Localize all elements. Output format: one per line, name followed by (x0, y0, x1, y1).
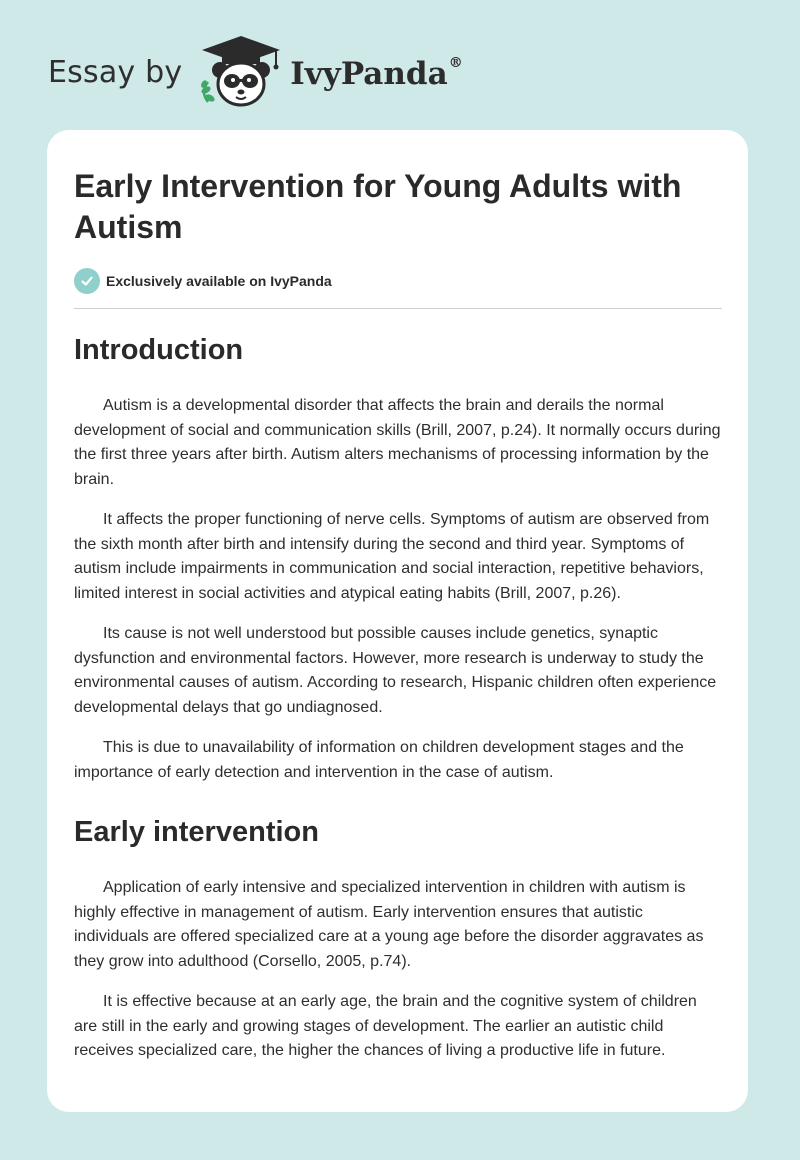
panda-logo-icon[interactable] (196, 34, 286, 110)
paragraph: Application of early intensive and specialized intervention in children with autism is highly effective in management of autism. Early intervention ensures that autistic individuals are offered specialized care at a young age before the disorder aggravates as they grow into adulthood (Corsello, 2005, p.74). (74, 879, 704, 970)
paragraph: It affects the proper functioning of nerve cells. Symptoms of autism are observed from the sixth month after birth and intensify during the second and third year. Symptoms of autism include impairments in communication and social interaction, repetitive behaviors, limited interest in social activities and atypical eating habits (Brill, 2007, p.26). (74, 511, 710, 602)
check-icon (74, 268, 100, 294)
paragraph: This is due to unavailability of information on children development stages and the importance of early detection and intervention in the case of autism. (74, 739, 684, 781)
paragraph: Autism is a developmental disorder that affects the brain and derails the normal development of social and communication skills (Brill, 2007, p.24). It normally occurs during the first three years after birth. Autism alters mechanisms of processing information by the brain. (74, 397, 721, 488)
paragraph: Its cause is not well understood but possible causes include genetics, synaptic dysfunction and environmental factors. However, more research is underway to study the environmental causes of autism. According to research, Hispanic children often experience developmental delays that go undiagnosed. (74, 625, 717, 716)
section-heading-early-intervention: Early intervention (74, 816, 319, 848)
site-header (48, 34, 463, 110)
essay-by-label: Essay by (48, 54, 183, 90)
exclusive-badge (74, 268, 722, 294)
section-heading-introduction: Introduction (74, 334, 244, 366)
essay-card (47, 130, 748, 1112)
page-title: Early Intervention for Young Adults with Autism (74, 168, 682, 245)
brand-name[interactable]: IvyPanda® (290, 54, 463, 92)
registered-mark: ® (448, 54, 463, 71)
exclusive-label: Exclusively available on IvyPanda (106, 273, 332, 289)
paragraph: It is effective because at an early age, the brain and the cognitive system of children are still in the early and growing stages of development. The earlier an autistic child receives specialized care, the higher the chances of living a productive life in future. (74, 993, 697, 1059)
divider (74, 308, 722, 309)
